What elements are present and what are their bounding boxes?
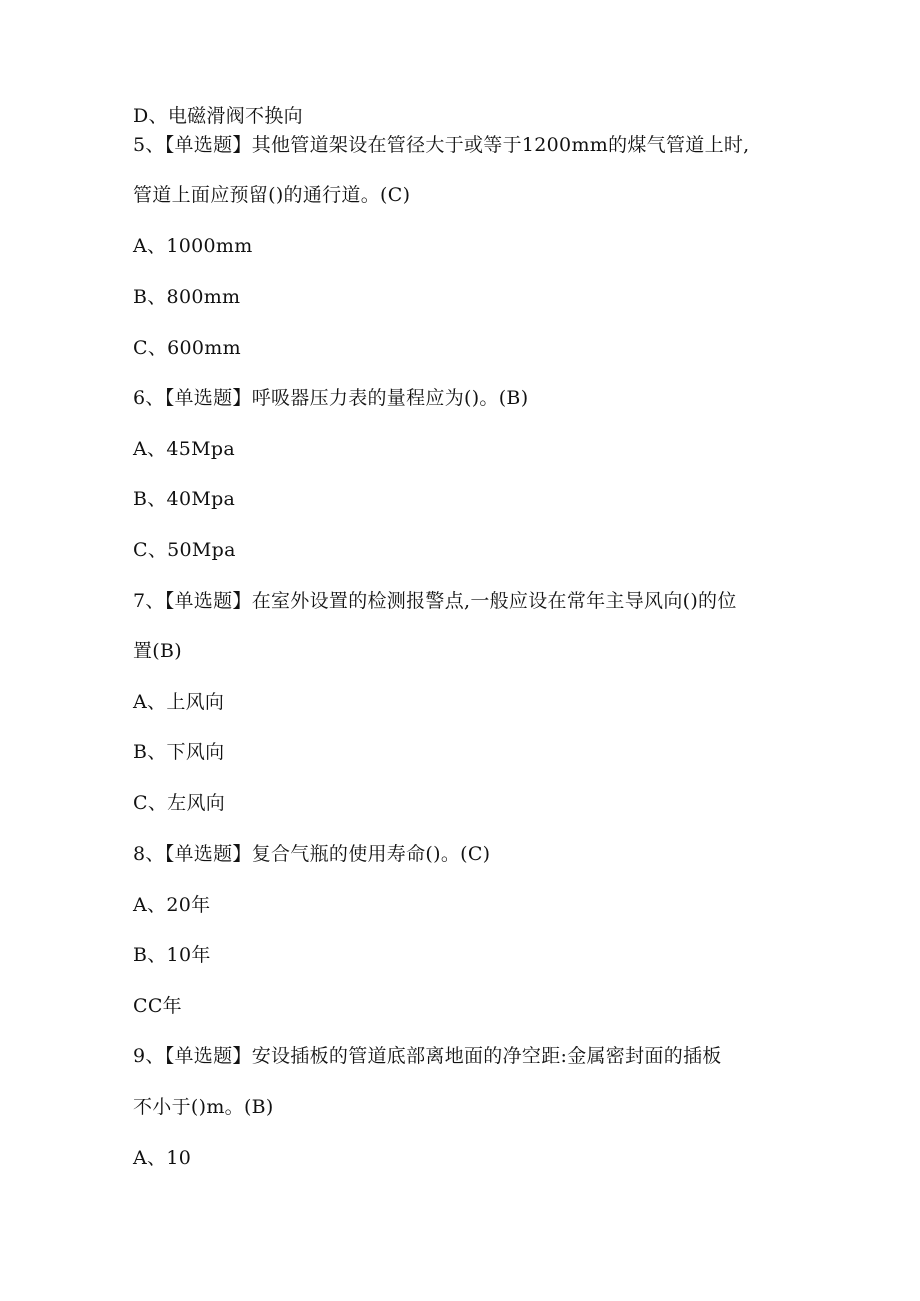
option-b-q8: B、10年: [133, 944, 211, 966]
question-7-line-2: 置(B): [133, 640, 182, 662]
question-6: 6、【单选题】呼吸器压力表的量程应为()。(B): [133, 387, 529, 409]
question-5-line-2: 管道上面应预留()的通行道。(C): [133, 184, 411, 206]
option-a-q7: A、上风向: [133, 691, 225, 713]
option-c-q5: C、600mm: [133, 337, 241, 359]
option-a-q6: A、45Mpa: [133, 438, 235, 460]
option-b-q5: B、800mm: [133, 286, 241, 308]
question-9-line-2: 不小于()m。(B): [133, 1096, 274, 1118]
option-c-q8: CC年: [133, 995, 182, 1017]
option-b-q6: B、40Mpa: [133, 488, 236, 510]
option-a-q8: A、20年: [133, 894, 211, 916]
option-c-q7: C、左风向: [133, 792, 226, 814]
option-b-q7: B、下风向: [133, 741, 225, 763]
question-7-line-1: 7、【单选题】在室外设置的检测报警点,一般应设在常年主导风向()的位: [133, 590, 737, 612]
question-5-line-1: 5、【单选题】其他管道架设在管径大于或等于1200mm的煤气管道上时,: [133, 134, 750, 156]
option-d-q4: D、电磁滑阀不换向: [133, 105, 303, 127]
option-c-q6: C、50Mpa: [133, 539, 236, 561]
option-a-q5: A、1000mm: [133, 235, 253, 257]
option-a-q9: A、10: [133, 1147, 192, 1169]
question-8: 8、【单选题】复合气瓶的使用寿命()。(C): [133, 843, 491, 865]
question-9-line-1: 9、【单选题】安设插板的管道底部离地面的净空距:金属密封面的插板: [133, 1045, 722, 1067]
